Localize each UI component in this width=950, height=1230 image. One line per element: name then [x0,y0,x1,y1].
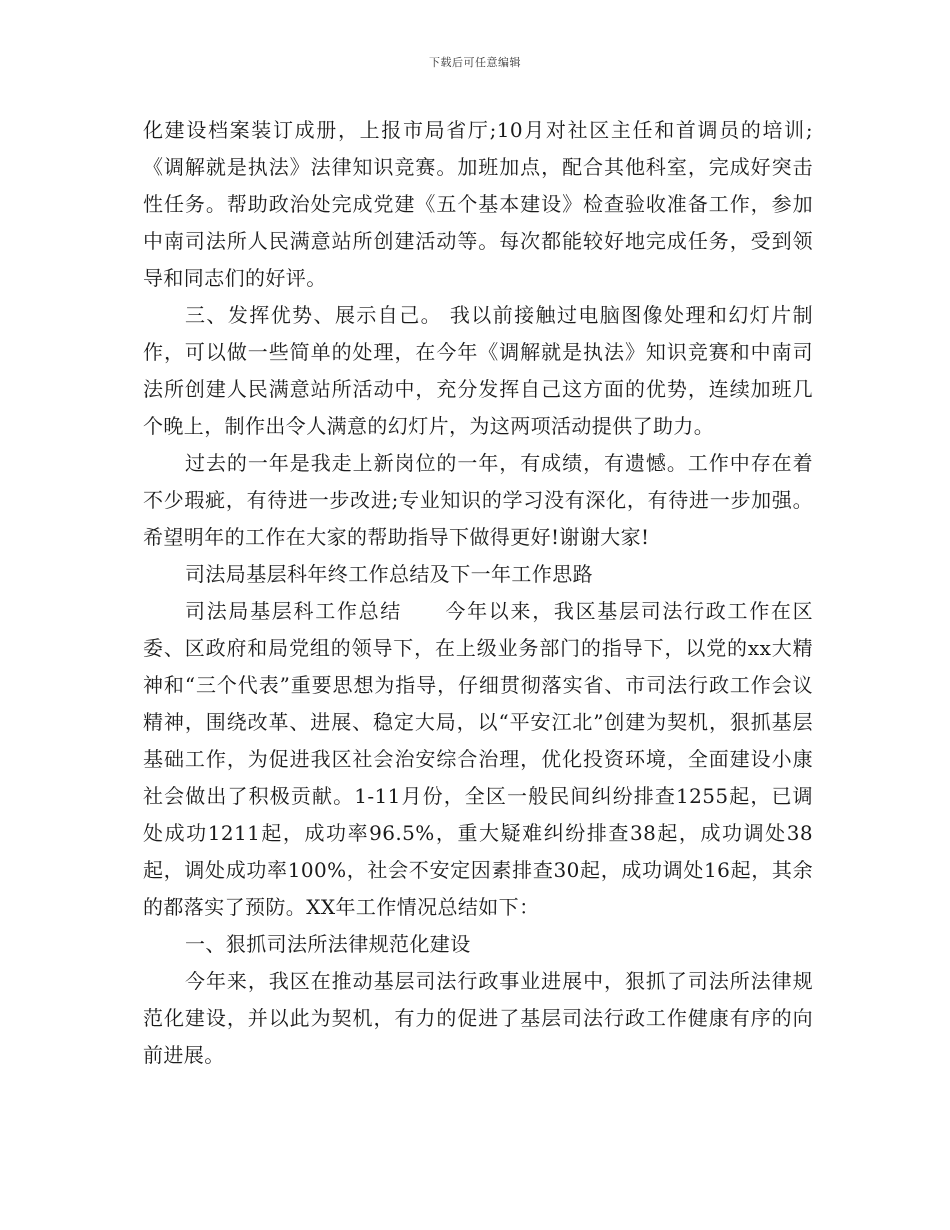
paragraph-2: 三、发挥优势、展示自己。 我以前接触过电脑图像处理和幻灯片制作，可以做一些简单的处理，在今年《调解就是执法》知识竞赛和中南司法所创建人民满意站所活动中，充分发挥自己这方面的优势，连续加班几个晚上，制作出令人满意的幻灯片，为这两项活动提供了助力。 [143,303,813,438]
paragraph-3: 过去的一年是我走上新岗位的一年，有成绩，有遗憾。工作中存在着不少瑕疵，有待进一步改进;专业知识的学习没有深化，有待进一步加强。希望明年的工作在大家的帮助指导下做得更好!谢谢大家! [143,451,813,549]
paragraph-1: 化建设档案装订成册，上报市局省厅;10月对社区主任和首调员的培训;《调解就是执法》法律知识竞赛。加班加点，配合其他科室，完成好突击性任务。帮助政治处完成党建《五个基本建设》检查验收准备工作，参加中南司法所人民满意站所创建活动等。每次都能较好地完成任务，受到领导和同志们的好评。 [143,118,813,290]
section-title: 司法局基层科年终工作总结及下一年工作思路 [185,562,593,586]
document-body [143,112,813,1074]
subheading-1: 一、狠抓司法所法律规范化建设 [185,932,471,956]
header-note: 下载后可任意编辑 [429,56,521,69]
paragraph-5: 司法局基层科工作总结 今年以来，我区基层司法行政工作在区委、区政府和局党组的领导下，在上级业务部门的指导下，以党的xx大精神和“三个代表”重要思想为指导，仔细贯彻落实省、市司法行政工作会议精神，围绕改革、进展、稳定大局，以“平安江北”创建为契机，狠抓基层基础工作，为促进我区社会治安综合治理，优化投资环境，全面建设小康社会做出了积极贡献。1-11月份，全区一般民间纠纷排查1255起，已调处成功1211起，成功率96.5%，重大疑难纠纷排查38起，成功调处38起，调处成功率100%，社会不安定因素排查30起，成功调处16起，其余的都落实了预防。XX年工作情况总结如下： [143,599,813,919]
paragraph-7: 今年来，我区在推动基层司法行政事业进展中，狠抓了司法所法律规范化建设，并以此为契机，有力的促进了基层司法行政工作健康有序的向前进展。 [143,969,813,1067]
